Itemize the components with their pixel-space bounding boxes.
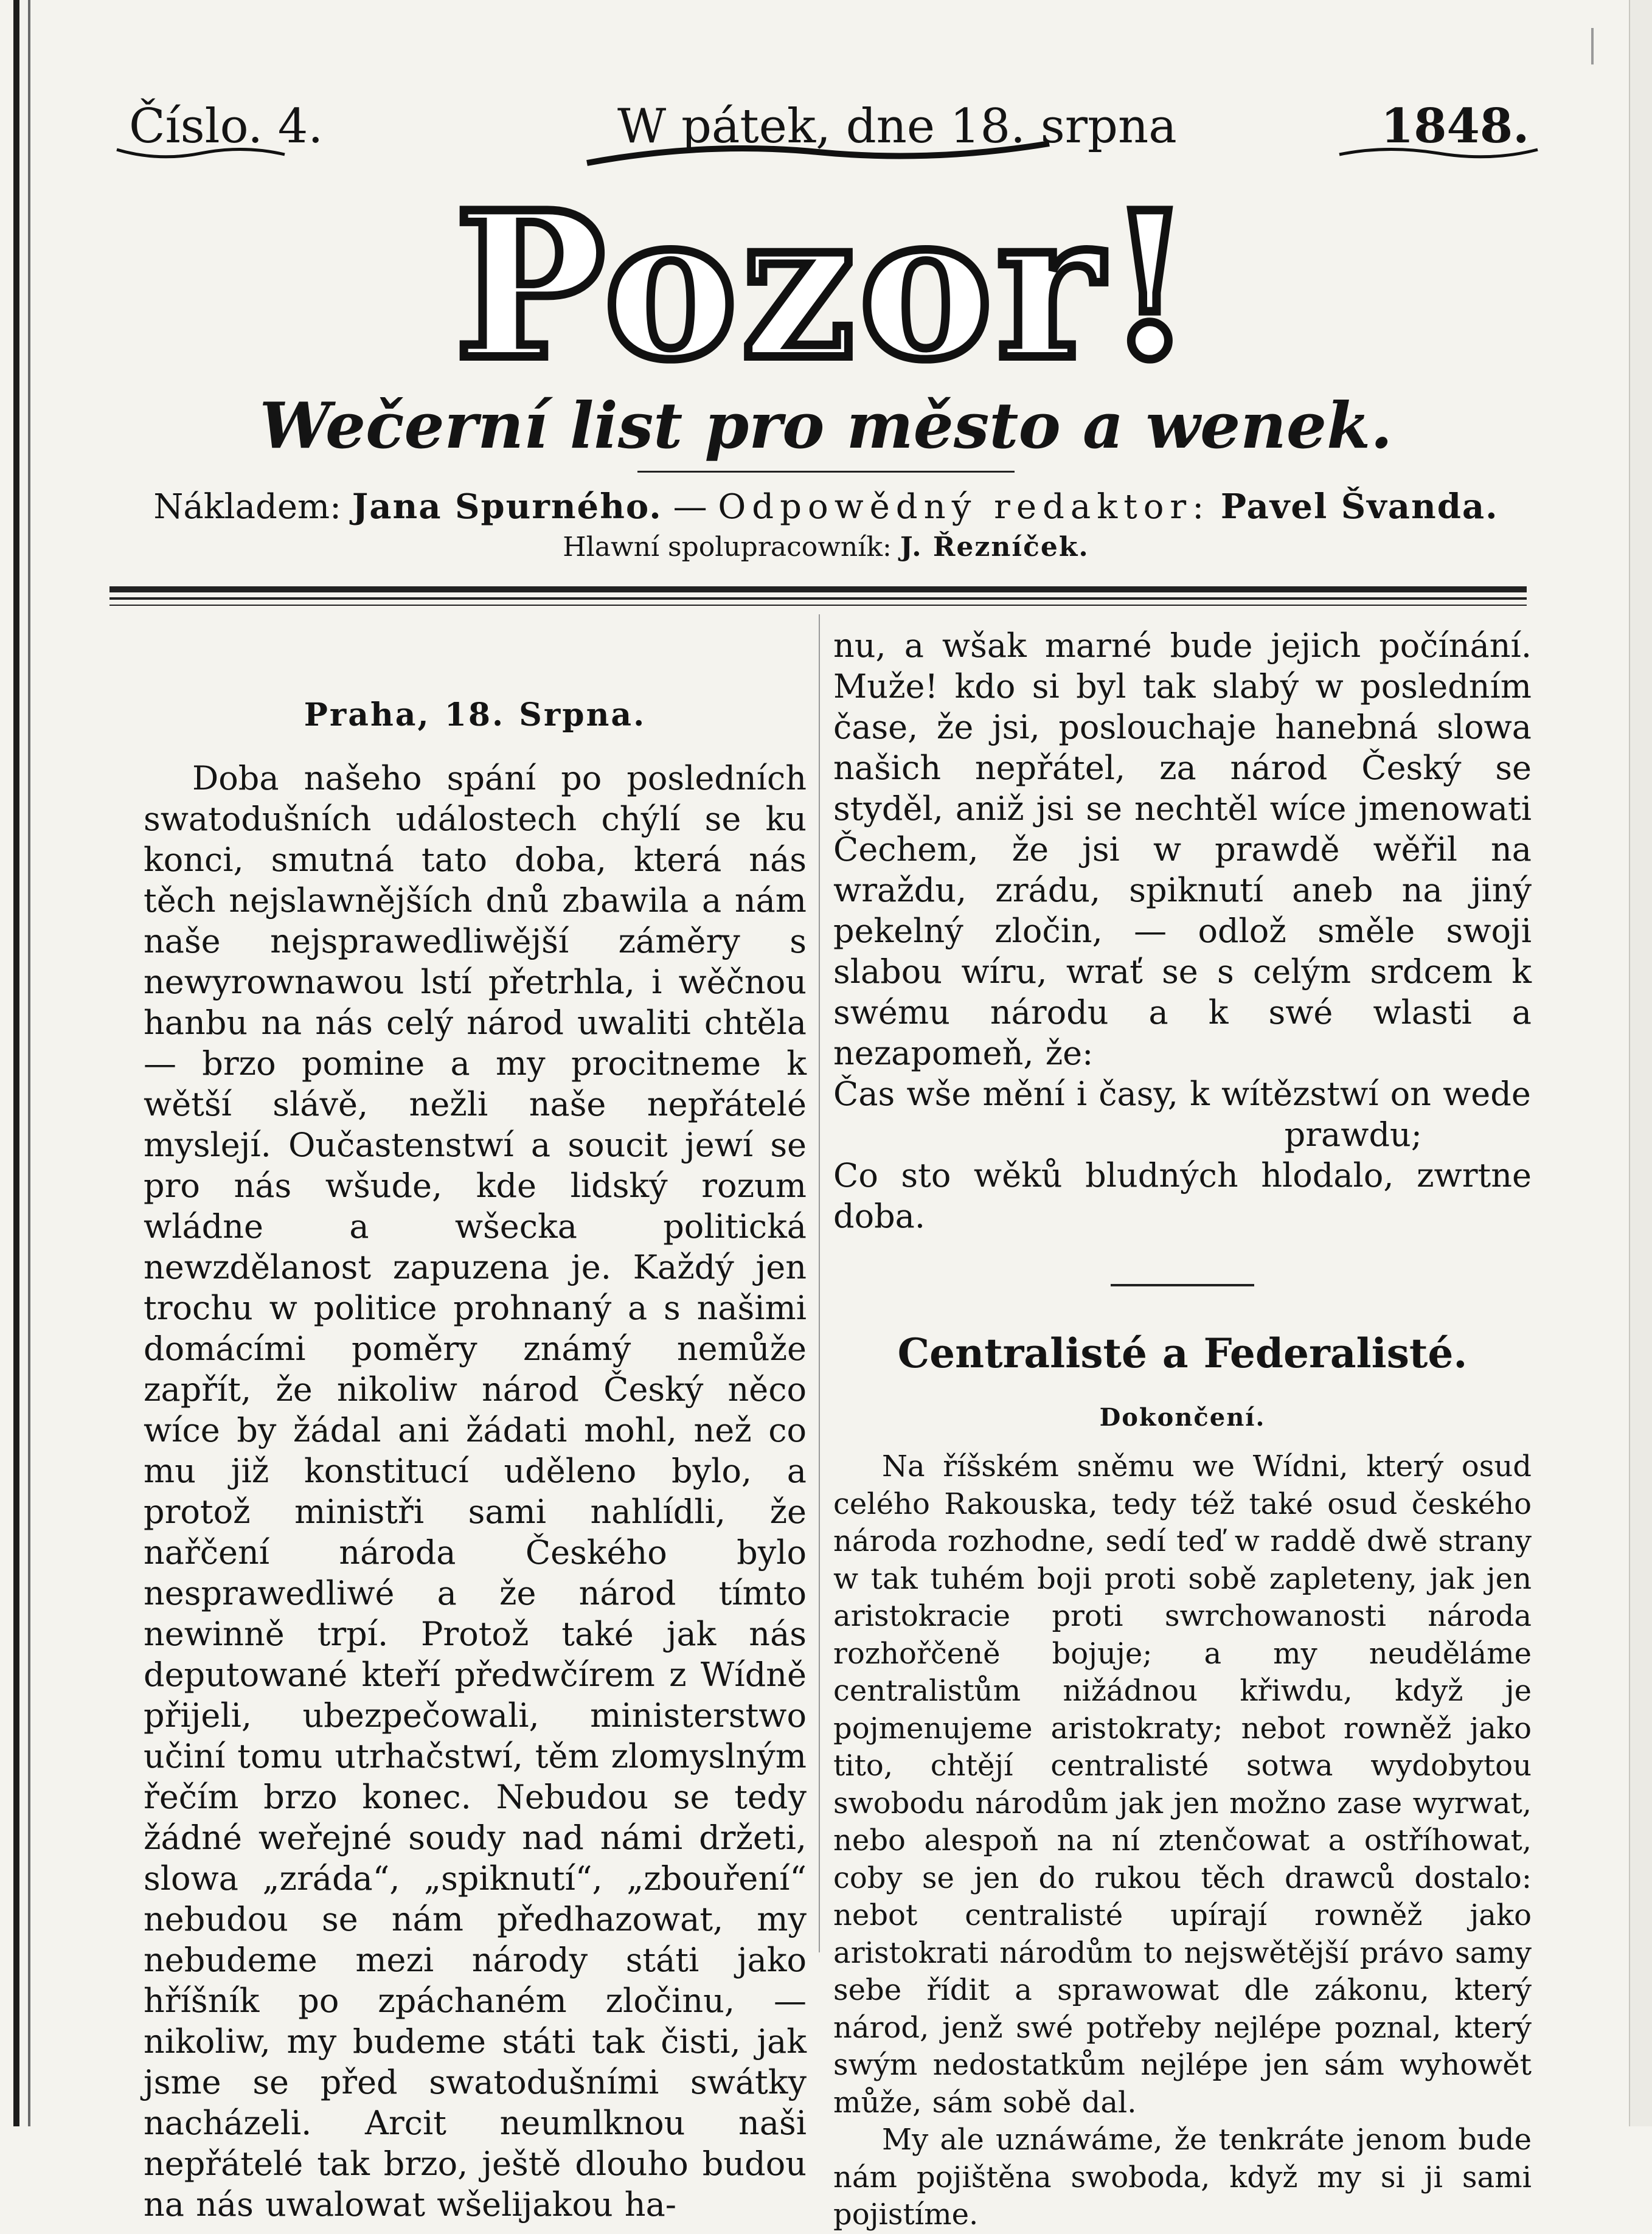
editor-label: Odpowědný redaktor: <box>718 487 1210 527</box>
left-column <box>144 693 807 2225</box>
issue-underline-swash <box>116 146 286 164</box>
article-heading-praha: Praha, 18. Srpna. <box>304 696 647 734</box>
article-paragraph: My ale uznáwáme, že tenkráte jenom bude nám pojištěna swoboda, když my si ji sami pojistíme. <box>833 2123 1532 2232</box>
article-continued-label: Dokončení. <box>1099 1403 1266 1432</box>
publisher-dash: — <box>673 487 707 527</box>
masthead-rule-thin <box>109 597 1527 600</box>
editor-name: Pavel Švanda. <box>1220 487 1499 527</box>
verse-line-1-end: prawdu; <box>1284 1115 1422 1154</box>
article-paragraph: Na říšském sněmu we Wídni, který osud celého Rakouska, tedy též také osud českého národa rozhodne, sedí teď w raddě dwě strany w tak tuhém boji proti sobě zapleteny, jak jen aristokracie proti swrchowanosti národa rozhořčeně bojuje; a my neuděláme centralistům nižádnou křiwdu, když je pojmenujeme aristokraty; nebot rowněž jako tito, chtějí centralisté sotwa wydobytou swobodu národům jak jen možno zase wyrwat, nebo alespoň na ní ztenčowat a ostříhowat, coby se jen do rukou těch drawců dostalo: nebot centralisté upírají rowněž jako aristokrati národům to nejswětější právo samy sebe řídit a sprawowat dle zákonu, který národ, jenž swé potřeby nejlépe poznal, který swým nedostatkům nejlépe jen sám wyhowět může, sám sobě dal. <box>833 1449 1532 2120</box>
publisher-line <box>0 485 1652 529</box>
verse-line-2: Co sto wěků bludných hlodalo, zwrtne doba. <box>833 1156 1532 1235</box>
publisher-name: Jana Spurného. <box>352 487 662 527</box>
article-paragraph: Doba našeho spání po posledních swatodušních událostech chýlí se ku konci, smutná tato doba, která nás těch nejslawnějších dnů zbawila a nám naše nejsprawedliwější záměry s newyrownawou lstí přetrhla, i wěčnou hanbu na nás celý národ uwaliti chtěla — brzo pomine a my procitneme k wětší slávě, nežli naše nepřátelé myslejí. Oučastenstwí a soucit jewí se pro nás wšude, kde lidský rozum wládne a wšecka politická newzdělanost zapuzena je. Každý jen trochu w politice prohnaný a s našimi domácími poměry známý nemůže zapřít, že nikoliw národ Český něco wíce by žádal ani žádati mohl, než co mu již konstitucí uděleno bylo, a protož ministři sami nahlídli, že nařčení národa Českého bylo nesprawedliwé a že národ tímto newinně trpí. Protož také jak nás deputowané kteří předwčírem z Wídně přijeli, ubezpečowali, ministerstwo učiní tomu utrhačstwí, těm zlomyslným řečím brzo konec. Nebudou se tedy žádné weřejné soudy nad námi držeti, slowa „zráda“, „spiknutí“, „zbouření“ nebudou se nám předhazowat, my nebudeme mezi národy státi jako hříšník po zpáchaném zločinu, — nikoliw, my budeme státi tak čisti, jak jsme se před swatodušními swátky nacházeli. Arcit neumlknou naši nepřátelé tak brzo, ještě dlouho budou na nás uwalowat wšelijakou ha- <box>144 759 807 2224</box>
article-paragraph-continued: nu, a wšak marné bude jejich počínání. Muže! kdo si byl tak slabý w posledním čase, že jsi, poslouchaje hanebná slowa našich nepřátel, za národ Český se styděl, aniž jsi se nechtěl wíce jmenowati Čechem, že jsi w prawdě wěřil na wraždu, zrádu, spiknutí aneb na jiný pekelný zločin, — odlož směle swoji slabou wíru, wrať se s celým srdcem k swému národu a k swé wlasti a nezapomeň, že: <box>833 626 1532 1072</box>
corner-mark <box>1591 28 1594 64</box>
contributor-name: J. Řezníček. <box>900 532 1089 563</box>
subtitle-rule <box>637 471 1015 473</box>
newspaper-title: Pozor! <box>454 168 1198 404</box>
article-title: Centralisté a Federalisté. <box>897 1330 1468 1377</box>
issue-year: 1848. <box>1381 99 1530 154</box>
masthead-rule-thick <box>109 586 1527 592</box>
year-underline-swash <box>1338 146 1539 164</box>
section-divider <box>1111 1284 1254 1286</box>
masthead-rule-hairline <box>109 605 1527 606</box>
issue-date: W pátek, dne 18. srpna <box>617 99 1177 154</box>
issue-number: Číslo. 4. <box>129 99 324 154</box>
contributor-label: Hlawní spolupracowník: <box>563 532 892 563</box>
newspaper-subtitle: Wečerní list pro město a wenek. <box>259 388 1393 463</box>
column-divider <box>819 614 820 1952</box>
contributor-line <box>0 529 1652 566</box>
publisher-label: Nákladem: <box>153 487 341 527</box>
verse-line-1: Čas wše mění i časy, k wítězstwí on wede <box>833 1075 1531 1113</box>
right-column <box>833 625 1532 2234</box>
